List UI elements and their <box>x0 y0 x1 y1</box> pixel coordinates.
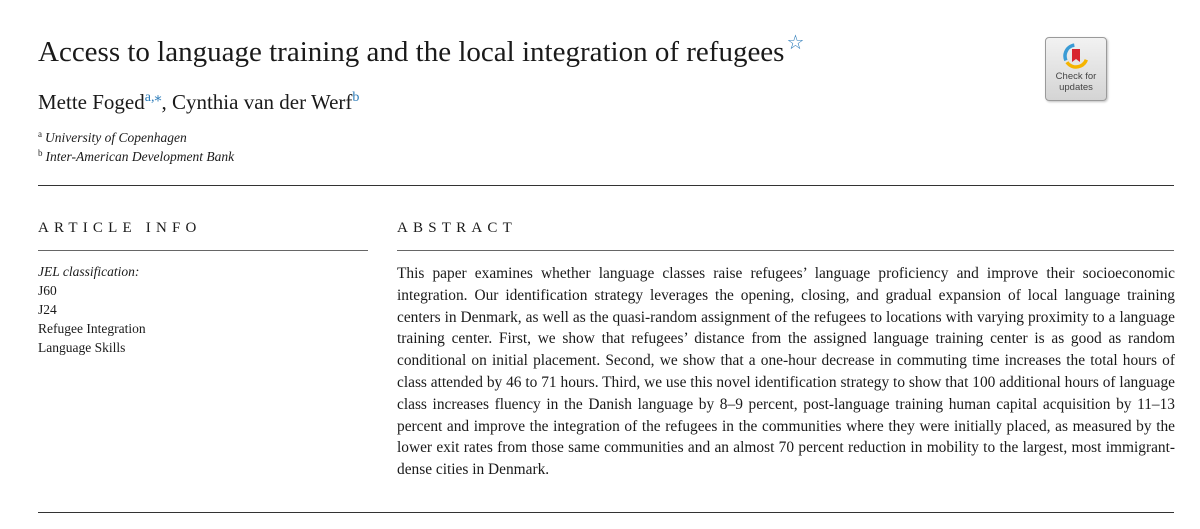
crossmark-icon <box>1063 43 1089 69</box>
paper-title <box>38 30 804 69</box>
abstract-divider <box>397 250 1174 251</box>
title-text: Access to language training and the local integration of refugees <box>38 36 785 68</box>
affiliation-b <box>38 148 234 165</box>
badge-label <box>1046 71 1106 93</box>
keyword-item: Language Skills <box>38 340 126 355</box>
keyword-item: J60 <box>38 283 57 298</box>
author-line <box>38 89 359 115</box>
jel-label: JEL classification: <box>38 264 140 279</box>
affiliation-text: Inter-American Development Bank <box>45 149 235 164</box>
header-divider <box>38 185 1174 186</box>
abstract-heading: ABSTRACT <box>397 220 517 236</box>
affiliation-mark: a <box>38 129 42 139</box>
author-affil-mark[interactable]: b <box>352 90 360 105</box>
affiliation-a <box>38 129 187 146</box>
affiliation-text: University of Copenhagen <box>45 130 187 145</box>
check-for-updates-badge[interactable] <box>1045 37 1107 101</box>
article-info-heading: ARTICLE INFO <box>38 220 202 236</box>
affiliation-mark: b <box>38 148 43 158</box>
abstract-text: This paper examines whether language classes raise refugees’ language proficiency and improve their socioeconomic integration. Our identification strategy leverages the opening, closing, and gradual expansion of local language training centers in Denmark, as well as the quasi-random assignment of the refugees to locations with varying proximity to a language training center. First, we show that refugees’ distance from the assigned language training center is as good as random conditional on initial placement. Second, we show that a one-hour decrease in commuting time increases the total hours of class attended by 46 to 71 hours. Third, we use this novel identification strategy to show that 100 additional hours of language class increases fluency in the Danish language by 8–9 percent, post-language training human capital acquisition by 11–13 percent and improve the integration of the refugees in the communities where they were initially placed, as measured by the lower exit rates from those same communities and an almost 70 percent reduction in mobility to the largest, most immigrant-dense cities in Denmark. <box>397 265 1175 479</box>
author-name[interactable]: Cynthia van der Werf <box>171 90 353 114</box>
author-name[interactable]: Mette Foged <box>38 90 145 114</box>
badge-label-line1: Check for <box>1055 71 1097 82</box>
badge-label-line2: updates <box>1059 82 1093 93</box>
keyword-list <box>38 262 146 357</box>
author-separator: , <box>161 90 172 114</box>
title-footnote-star[interactable]: ☆ <box>786 32 805 54</box>
keyword-item: Refugee Integration <box>38 321 146 336</box>
keyword-item: J24 <box>38 302 57 317</box>
article-info-divider <box>38 250 368 251</box>
footer-divider <box>38 512 1174 513</box>
author-affil-mark[interactable]: a,⁎ <box>144 90 162 105</box>
